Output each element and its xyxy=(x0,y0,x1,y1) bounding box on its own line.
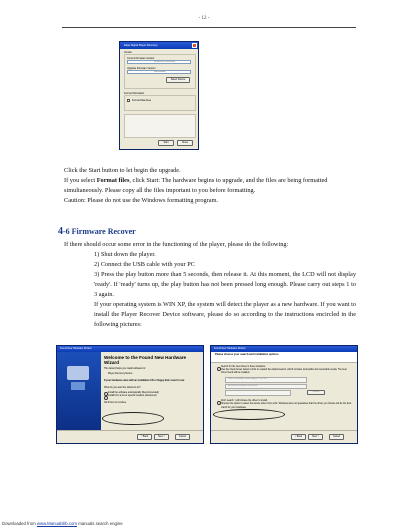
header-rule xyxy=(62,27,356,28)
format-checkbox[interactable] xyxy=(127,99,130,102)
step-1: 1) Shut down the player. xyxy=(94,251,156,258)
next-button[interactable]: Next > xyxy=(154,434,169,440)
back-button[interactable]: < Back xyxy=(137,434,152,440)
page-number: - 12 - xyxy=(198,16,210,21)
intro-line-3: Caution: Please do not use the Windows formatting program. xyxy=(64,197,219,204)
wizard2-header-text: Please choose your search and installation options. xyxy=(215,353,279,356)
wizard1-option-auto[interactable]: Install the software automatically (Recommended) xyxy=(104,392,200,395)
dialog-titlebar xyxy=(120,42,198,49)
wizard2-path-field[interactable] xyxy=(225,390,291,396)
intro-line-2: If you select Format files, click Start: The hardware begins to upgrade, and the files are being formatted simultaneously. Please copy all the files important to you before formatting. xyxy=(64,177,328,194)
intro-line-1: Click the Start button to let begin the upgrade. xyxy=(64,167,181,174)
upgrade-fw-label: Upgrade Firmware Version xyxy=(127,67,156,70)
wizard2-sub-removable[interactable]: Search removable media (floppy, CD-ROM...) xyxy=(225,377,307,383)
wizard1-option-advanced[interactable]: Install from a list or specific location (Advanced) xyxy=(104,395,200,398)
browse-button[interactable]: Browse xyxy=(307,390,325,395)
wizard2-footer xyxy=(211,430,357,443)
wizard1-text: This wizard helps you install software for: xyxy=(104,368,146,370)
cancel-button[interactable]: Cancel xyxy=(329,434,344,440)
wizard1-question: What do you want the wizard to do? xyxy=(104,387,141,390)
current-fw-field: Information Unavailable xyxy=(127,60,191,64)
hardware-icon xyxy=(67,366,89,380)
upgrade-fw-field: Not Available xyxy=(127,70,191,74)
start-button[interactable]: Start xyxy=(158,140,174,146)
wizard2-option-search-desc: Use the check boxes below to limit or expand the default search, which includes local paths and removable media. The best driver found will be installed. xyxy=(221,369,347,375)
wizard2-header xyxy=(211,352,357,363)
section-heading: 4-6 Firmware Recover xyxy=(58,226,136,237)
wizard1-device: Player Recovery Device xyxy=(108,372,133,375)
wizard1-cd-note: If your hardware came with an installation CD or floppy disk, insert it now. xyxy=(104,379,185,382)
wizard2-option-manual-desc: Choose this option to select the device driver from a list. Windows does not guarantee that the driver you choose will be the best match for your hardware. xyxy=(221,403,352,409)
format-group xyxy=(124,95,196,111)
format-files-bold: Format files xyxy=(96,177,130,184)
log-area xyxy=(124,114,196,138)
section-lead: If there should occur some error in the functioning of the player, please do the following: xyxy=(64,241,289,248)
wizard2-option-manual[interactable]: Don't search. I will choose the driver to install. xyxy=(217,400,353,403)
wizard1-banner xyxy=(57,352,101,431)
cancel-button[interactable]: Cancel xyxy=(175,434,190,440)
wizard1-heading: Welcome to the Found New Hardware Wizard xyxy=(104,355,187,365)
intro-paragraph xyxy=(64,166,356,206)
wizard2-sub-location[interactable]: Include this location in the search: xyxy=(225,384,307,390)
close-icon[interactable] xyxy=(192,43,197,48)
wizard2-titlebar: Found New Hardware Wizard xyxy=(211,346,357,352)
download-footer: Downloaded from www.Manualslib.com manuals search engine xyxy=(2,521,123,526)
wizard1-next-hint: Click Next to continue. xyxy=(104,402,127,405)
back-button[interactable]: < Back xyxy=(291,434,306,440)
device-icon xyxy=(71,382,85,390)
found-hardware-wizard-welcome xyxy=(56,345,204,444)
manualslib-link[interactable]: www.Manualslib.com xyxy=(36,521,77,526)
highlight-ellipse xyxy=(102,412,164,425)
next-button[interactable]: Next > xyxy=(308,434,323,440)
wizard2-option-search[interactable]: Search for the best driver in these locations. xyxy=(217,366,353,369)
format-checkbox-label: Format Data Area xyxy=(132,99,151,102)
section-body xyxy=(64,240,356,330)
player-recovery-dialog xyxy=(119,41,199,150)
close-button[interactable]: Close xyxy=(177,140,193,146)
wizard1-titlebar: Found New Hardware Wizard xyxy=(57,346,203,352)
found-hardware-wizard-search xyxy=(210,345,358,444)
current-fw-label: Current Firmware Version xyxy=(127,57,155,60)
step-note: If your operating system is WIN XP, the system will detect the player as a new hardware. If you want to install the Player Recover Device software, please do so according to the instructions encircled in the following pictures: xyxy=(94,301,356,328)
version-group-label: Version xyxy=(124,51,132,54)
select-device-button[interactable]: Select Device xyxy=(166,77,190,83)
step-2: 2) Connect the USB cable with your PC xyxy=(94,261,195,268)
highlight-ellipse xyxy=(213,409,285,420)
wizard1-footer xyxy=(57,430,203,443)
format-group-label: Format Information xyxy=(124,92,145,95)
step-3: 3) Press the play button more than 5 seconds, then release it. At this moment, the LCD will not display 'ready'. If 'ready' turns up, the play button has not been pressed long enough. Please carry out steps 1 to 3 again. xyxy=(94,271,356,298)
dialog-title: Edge Digital Player Recovery xyxy=(124,44,158,47)
